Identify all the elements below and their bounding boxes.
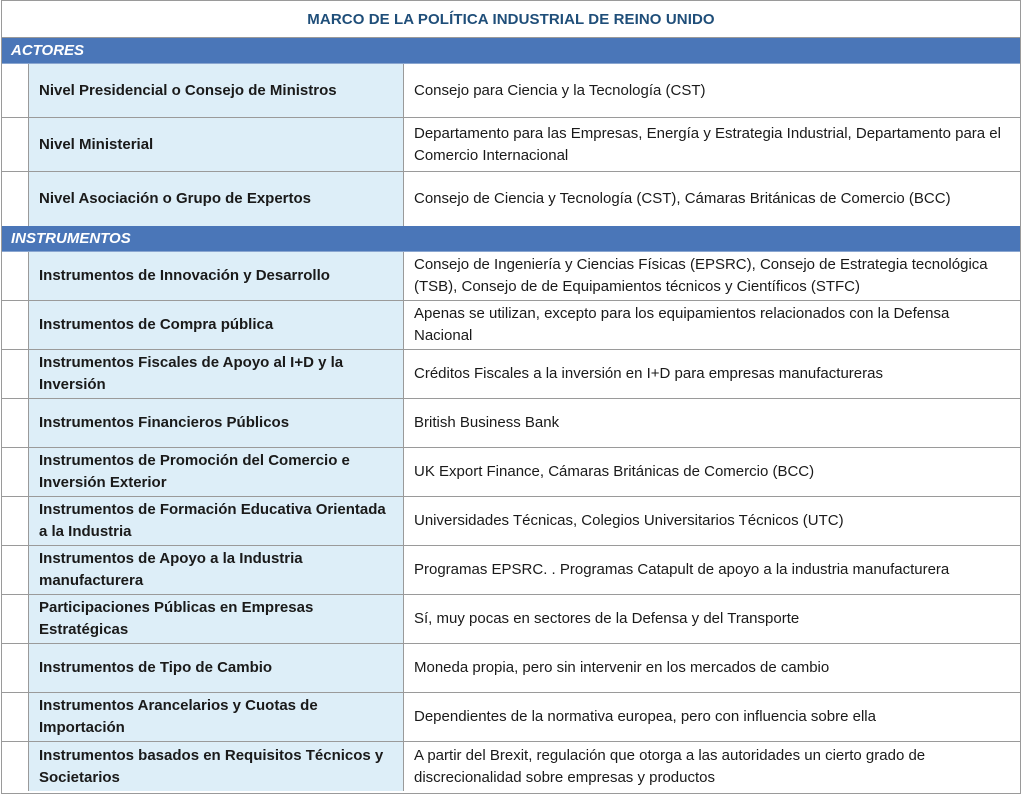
row-label: Instrumentos de Promoción del Comercio e Inversión Exterior	[29, 448, 404, 496]
row-value: A partir del Brexit, regulación que otorga a las autoridades un cierto grado de discrecionalidad sobre empresas y productos	[414, 746, 926, 786]
table-row	[2, 399, 1020, 448]
row-label: Instrumentos de Innovación y Desarrollo	[29, 252, 404, 300]
table-row	[2, 497, 1020, 546]
row-label: Participaciones Públicas en Empresas Estratégicas	[29, 595, 404, 643]
row-value: Departamento para las Empresas, Energía y Estrategia Industrial, Departamento para el Comercio Internacional	[414, 124, 1001, 164]
row-value: British Business Bank	[414, 414, 560, 431]
row-label: Instrumentos de Formación Educativa Orientada a la Industria	[29, 497, 404, 545]
policy-table	[1, 0, 1021, 794]
row-value: Consejo de Ingeniería y Ciencias Físicas (EPSRC), Consejo de Estrategia tecnológica (TSB), Consejo de de Equipamientos técnicos y Científicos (STFC)	[414, 256, 988, 295]
table-row	[2, 118, 1020, 172]
table-row	[2, 448, 1020, 497]
table-row	[2, 64, 1020, 118]
table-row	[2, 172, 1020, 226]
section-body-actores	[2, 64, 1020, 226]
table-row	[2, 595, 1020, 644]
row-value: Apenas se utilizan, excepto para los equipamientos relacionados con la Defensa Nacional	[414, 305, 950, 344]
row-value: Sí, muy pocas en sectores de la Defensa y del Transporte	[414, 610, 800, 627]
table-title: MARCO DE LA POLÍTICA INDUSTRIAL DE REINO UNIDO	[2, 1, 1020, 38]
table-row	[2, 546, 1020, 595]
table-row	[2, 644, 1020, 693]
table-row	[2, 301, 1020, 350]
row-value: Programas EPSRC. . Programas Catapult de apoyo a la industria manufacturera	[414, 561, 950, 578]
row-label: Nivel Asociación o Grupo de Expertos	[29, 172, 404, 226]
row-label: Nivel Presidencial o Consejo de Ministros	[29, 64, 404, 117]
section-header-actores: ACTORES	[2, 38, 1020, 64]
row-label: Nivel Ministerial	[29, 118, 404, 171]
row-label: Instrumentos Fiscales de Apoyo al I+D y la Inversión	[29, 350, 404, 398]
row-value: UK Export Finance, Cámaras Británicas de Comercio (BCC)	[414, 463, 815, 480]
row-value: Consejo para Ciencia y la Tecnología (CST)	[414, 81, 706, 99]
section-body-instrumentos	[2, 252, 1020, 791]
row-label: Instrumentos Financieros Públicos	[29, 399, 404, 447]
row-value: Créditos Fiscales a la inversión en I+D para empresas manufactureras	[414, 365, 883, 382]
row-label: Instrumentos de Tipo de Cambio	[29, 644, 404, 692]
row-value: Consejo de Ciencia y Tecnología (CST), Cámaras Británicas de Comercio (BCC)	[414, 190, 951, 207]
row-value: Universidades Técnicas, Colegios Universitarios Técnicos (UTC)	[414, 512, 844, 529]
table-row	[2, 252, 1020, 301]
table-row	[2, 742, 1020, 791]
row-label: Instrumentos de Apoyo a la Industria manufacturera	[29, 546, 404, 594]
row-value: Moneda propia, pero sin intervenir en los mercados de cambio	[414, 659, 830, 676]
table-row	[2, 693, 1020, 742]
row-label: Instrumentos basados en Requisitos Técnicos y Societarios	[29, 742, 404, 791]
section-header-instrumentos: INSTRUMENTOS	[2, 226, 1020, 252]
row-label: Instrumentos de Compra pública	[29, 301, 404, 349]
row-value: Dependientes de la normativa europea, pero con influencia sobre ella	[414, 708, 876, 725]
row-label: Instrumentos Arancelarios y Cuotas de Importación	[29, 693, 404, 741]
table-row	[2, 350, 1020, 399]
